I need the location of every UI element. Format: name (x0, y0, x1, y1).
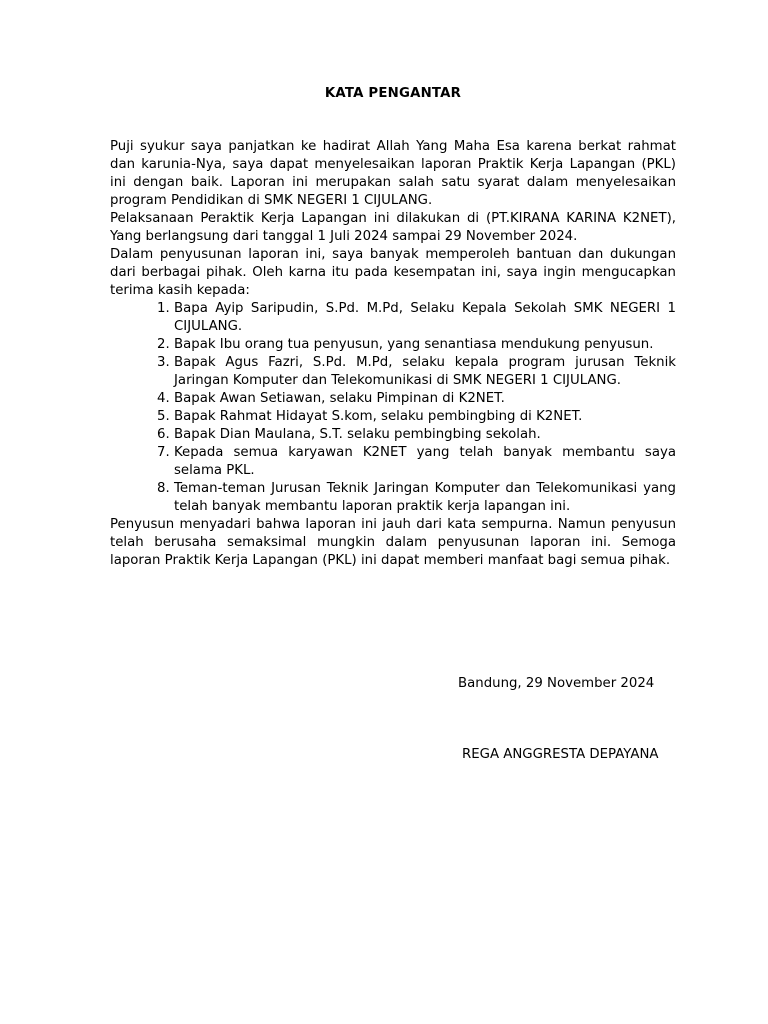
place-date: Bandung, 29 November 2024 (458, 676, 655, 691)
list-text: Teman-teman Jurusan Teknik Jaringan Komputer dan Telekomunikasi yang telah banyak membantu laporan praktik kerja lapangan ini. (174, 481, 676, 514)
list-item (110, 444, 676, 480)
document-body (110, 138, 676, 570)
list-item (110, 408, 676, 426)
list-number: 2. (157, 337, 170, 352)
list-item (110, 390, 676, 408)
list-text: Bapak Agus Fazri, S.Pd. M.Pd, selaku kepala program jurusan Teknik Jaringan Komputer dan Telekomunikasi di SMK NEGERI 1 CIJULANG. (174, 355, 676, 388)
list-number: 3. (157, 355, 170, 370)
list-item (110, 300, 676, 336)
location-paragraph: Pelaksanaan Peraktik Kerja Lapangan ini dilakukan di (PT.KIRANA KARINA K2NET), Yang berlangsung dari tanggal 1 Juli 2024 sampai 29 November 2024. (110, 211, 676, 244)
list-number: 6. (157, 427, 170, 442)
acknowledgement-list (110, 300, 676, 516)
list-text: Bapak Ibu orang tua penyusun, yang senantiasa mendukung penyusun. (174, 337, 654, 352)
list-text: Bapa Ayip Saripudin, S.Pd. M.Pd, Selaku Kepala Sekolah SMK NEGERI 1 CIJULANG. (174, 301, 676, 334)
list-text: Kepada semua karyawan K2NET yang telah banyak membantu saya selama PKL. (174, 445, 676, 478)
page-title: KATA PENGANTAR (324, 86, 462, 101)
list-text: Bapak Dian Maulana, S.T. selaku pembingbing sekolah. (174, 427, 541, 442)
list-number: 1. (157, 301, 170, 316)
list-number: 7. (157, 445, 170, 460)
list-item (110, 354, 676, 390)
list-number: 8. (157, 481, 170, 496)
list-number: 5. (157, 409, 170, 424)
signer-name: REGA ANGGRESTA DEPAYANA (462, 747, 659, 762)
closing-paragraph: Penyusun menyadari bahwa laporan ini jauh dari kata sempurna. Namun penyusun telah berusaha semaksimal mungkin dalam penyusunan laporan ini. Semoga laporan Praktik Kerja Lapangan (PKL) ini dapat memberi manfaat bagi semua pihak. (110, 517, 676, 568)
list-item (110, 480, 676, 516)
list-item (110, 336, 676, 354)
list-number: 4. (157, 391, 170, 406)
thanks-intro-paragraph: Dalam penyusunan laporan ini, saya banyak memperoleh bantuan dan dukungan dari berbagai pihak. Oleh karna itu pada kesempatan ini, saya ingin mengucapkan terima kasih kepada: (110, 247, 676, 298)
list-text: Bapak Rahmat Hidayat S.kom, selaku pembingbing di K2NET. (174, 409, 583, 424)
list-item (110, 426, 676, 444)
list-text: Bapak Awan Setiawan, selaku Pimpinan di K2NET. (174, 391, 505, 406)
intro-paragraph: Puji syukur saya panjatkan ke hadirat Allah Yang Maha Esa karena berkat rahmat dan karunia-Nya, saya dapat menyelesaikan laporan Praktik Kerja Lapangan (PKL) ini dengan baik. Laporan ini merupakan salah satu syarat dalam menyelesaikan program Pendidikan di SMK NEGERI 1 CIJULANG. (110, 139, 676, 208)
